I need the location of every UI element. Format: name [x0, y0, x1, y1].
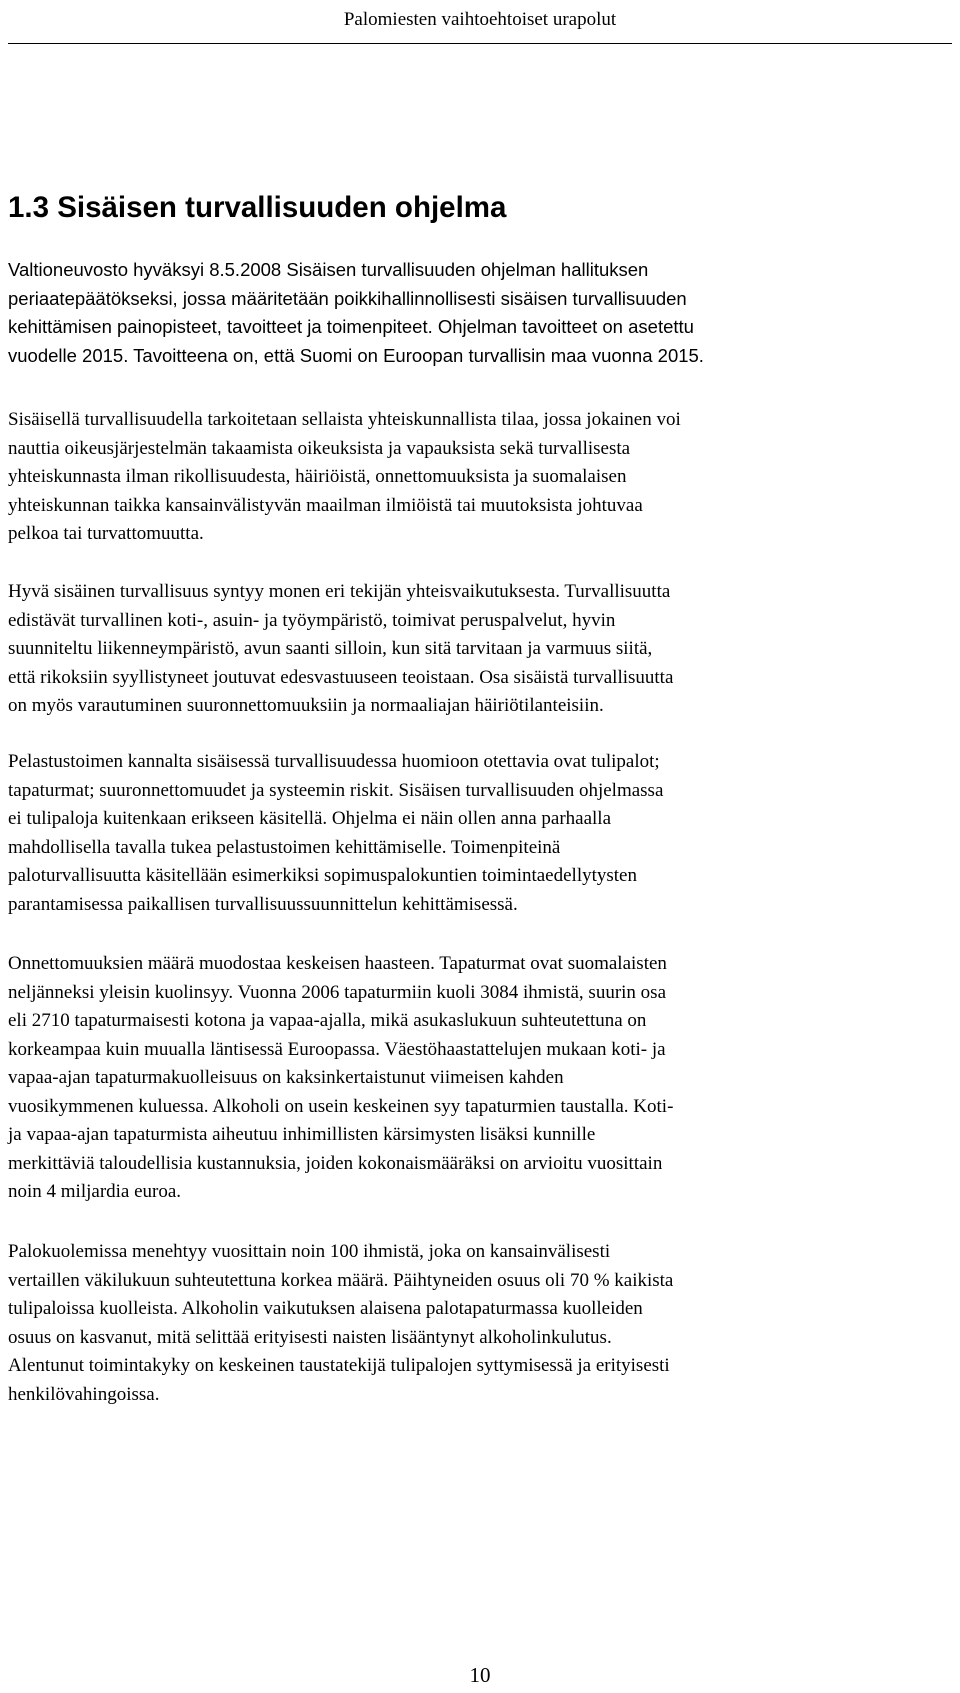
paragraph-accidents: [8, 950, 888, 1207]
text-line: Alentunut toimintakyky on keskeinen taustatekijä tulipalojen syttymisessä ja erityisesti: [8, 1355, 670, 1376]
text-line: vuodelle 2015. Tavoitteena on, että Suomi on Euroopan turvallisin maa vuonna 2015.: [8, 344, 704, 366]
text-line: yhteiskunnan taikka kansainvälistyvän maailman ilmiöistä tai muutoksista johtuvaa: [8, 494, 643, 516]
text-line: että rikoksiin syyllistyneet joutuvat edesvastuuseen teoistaan. Osa sisäistä turvallisuutta: [8, 666, 674, 688]
text-line: ei tulipaloja kuitenkaan erikseen käsitellä. Ohjelma ei näin ollen anna parhaalla: [8, 808, 612, 829]
text-line: vertaillen väkilukuun suhteutettuna korkea määrä. Päihtyneiden osuus oli 70 % kaikista: [8, 1269, 674, 1291]
text-line: periaatepäätökseksi, jossa määritetään poikkihallinnollisesti sisäisen turvallisuuden: [8, 287, 687, 309]
paragraph-fire-deaths: [8, 1238, 888, 1409]
text-line: Pelastustoimen kannalta sisäisessä turvallisuudessa huomioon otettavia ovat tulipalot;: [8, 751, 660, 772]
text-line: on myös varautuminen suuronnettomuuksiin ja normaaliajan häiriötilanteisiin.: [8, 695, 604, 716]
text-line: edistävät turvallinen koti-, asuin- ja työympäristö, toimivat peruspalvelut, hyvin: [8, 609, 616, 631]
page-number: 10: [469, 1663, 491, 1687]
paragraph-definition: [8, 406, 888, 549]
header-rule: [8, 43, 952, 44]
text-line: eli 2710 tapaturmaisesti kotona ja vapaa-ajalla, mikä asukaslukuun suhteutettuna on: [8, 1010, 647, 1031]
text-line: Hyvä sisäinen turvallisuus syntyy monen eri tekijän yhteisvaikutuksesta. Turvallisuutta: [8, 581, 671, 602]
paragraph-intro: [8, 256, 888, 370]
text-line: osuus on kasvanut, mitä selittää erityisesti naisten lisääntynyt alkoholinkulutus.: [8, 1326, 612, 1348]
text-line: noin 4 miljardia euroa.: [8, 1181, 182, 1202]
text-line: pelkoa tai turvattomuutta.: [8, 523, 204, 544]
text-line: yhteiskunnasta ilman rikollisuudesta, häiriöistä, onnettomuuksista ja suomalaisen: [8, 466, 627, 487]
running-header: Palomiesten vaihtoehtoiset urapolut: [343, 9, 617, 30]
text-line: vuosikymmenen kuluessa. Alkoholi on usein keskeinen syy tapaturmien taustalla. Koti-: [8, 1095, 674, 1117]
text-line: neljänneksi yleisin kuolinsyy. Vuonna 2006 tapaturmiin kuoli 3084 ihmistä, suurin osa: [8, 981, 666, 1003]
text-line: vapaa-ajan tapaturmakuolleisuus on kaksinkertaistunut viimeisen kahden: [8, 1067, 564, 1088]
text-line: parantamisessa paikallisen turvallisuussuunnittelun kehittämisessä.: [8, 893, 518, 915]
text-line: korkeampaa kuin muualla läntisessä Euroopassa. Väestöhaastattelujen mukaan koti- ja: [8, 1038, 666, 1060]
paragraph-good-security: [8, 578, 888, 721]
text-line: Valtioneuvosto hyväksyi 8.5.2008 Sisäisen turvallisuuden ohjelman hallituksen: [8, 259, 649, 280]
text-line: kehittämisen painopisteet, tavoitteet ja toimenpiteet. Ohjelman tavoitteet on asetettu: [8, 316, 694, 337]
text-line: suunniteltu liikenneympäristö, avun saanti silloin, kun sitä tarvitaan ja varmuus siitä,: [8, 638, 653, 659]
text-line: ja vapaa-ajan tapaturmista aiheutuu inhimillisten kärsimysten lisäksi kunnille: [8, 1124, 596, 1145]
section-heading: 1.3 Sisäisen turvallisuuden ohjelma: [8, 191, 507, 224]
text-line: mahdollisella tavalla tukea pelastustoimen kehittämiselle. Toimenpiteinä: [8, 836, 561, 858]
text-line: nauttia oikeusjärjestelmän takaamista oikeuksista ja vapauksista sekä turvallisesta: [8, 437, 631, 459]
paragraph-rescue-services: [8, 748, 888, 919]
text-line: tulipaloissa kuolleista. Alkoholin vaikutuksen alaisena palotapaturmassa kuolleiden: [8, 1298, 643, 1319]
text-line: tapaturmat; suuronnettomuudet ja systeemin riskit. Sisäisen turvallisuuden ohjelmassa: [8, 779, 664, 801]
text-line: merkittäviä taloudellisia kustannuksia, joiden kokonaismääräksi on arvioitu vuosittain: [8, 1152, 663, 1174]
text-line: paloturvallisuutta käsitellään esimerkiksi sopimuspalokuntien toimintaedellytysten: [8, 865, 637, 886]
text-line: Sisäisellä turvallisuudella tarkoitetaan sellaista yhteiskunnallista tilaa, jossa jokainen voi: [8, 409, 681, 430]
text-line: Palokuolemissa menehtyy vuosittain noin 100 ihmistä, joka on kansainvälisesti: [8, 1241, 611, 1262]
text-line: Onnettomuuksien määrä muodostaa keskeisen haasteen. Tapaturmat ovat suomalaisten: [8, 953, 667, 974]
text-line: henkilövahingoissa.: [8, 1383, 160, 1405]
